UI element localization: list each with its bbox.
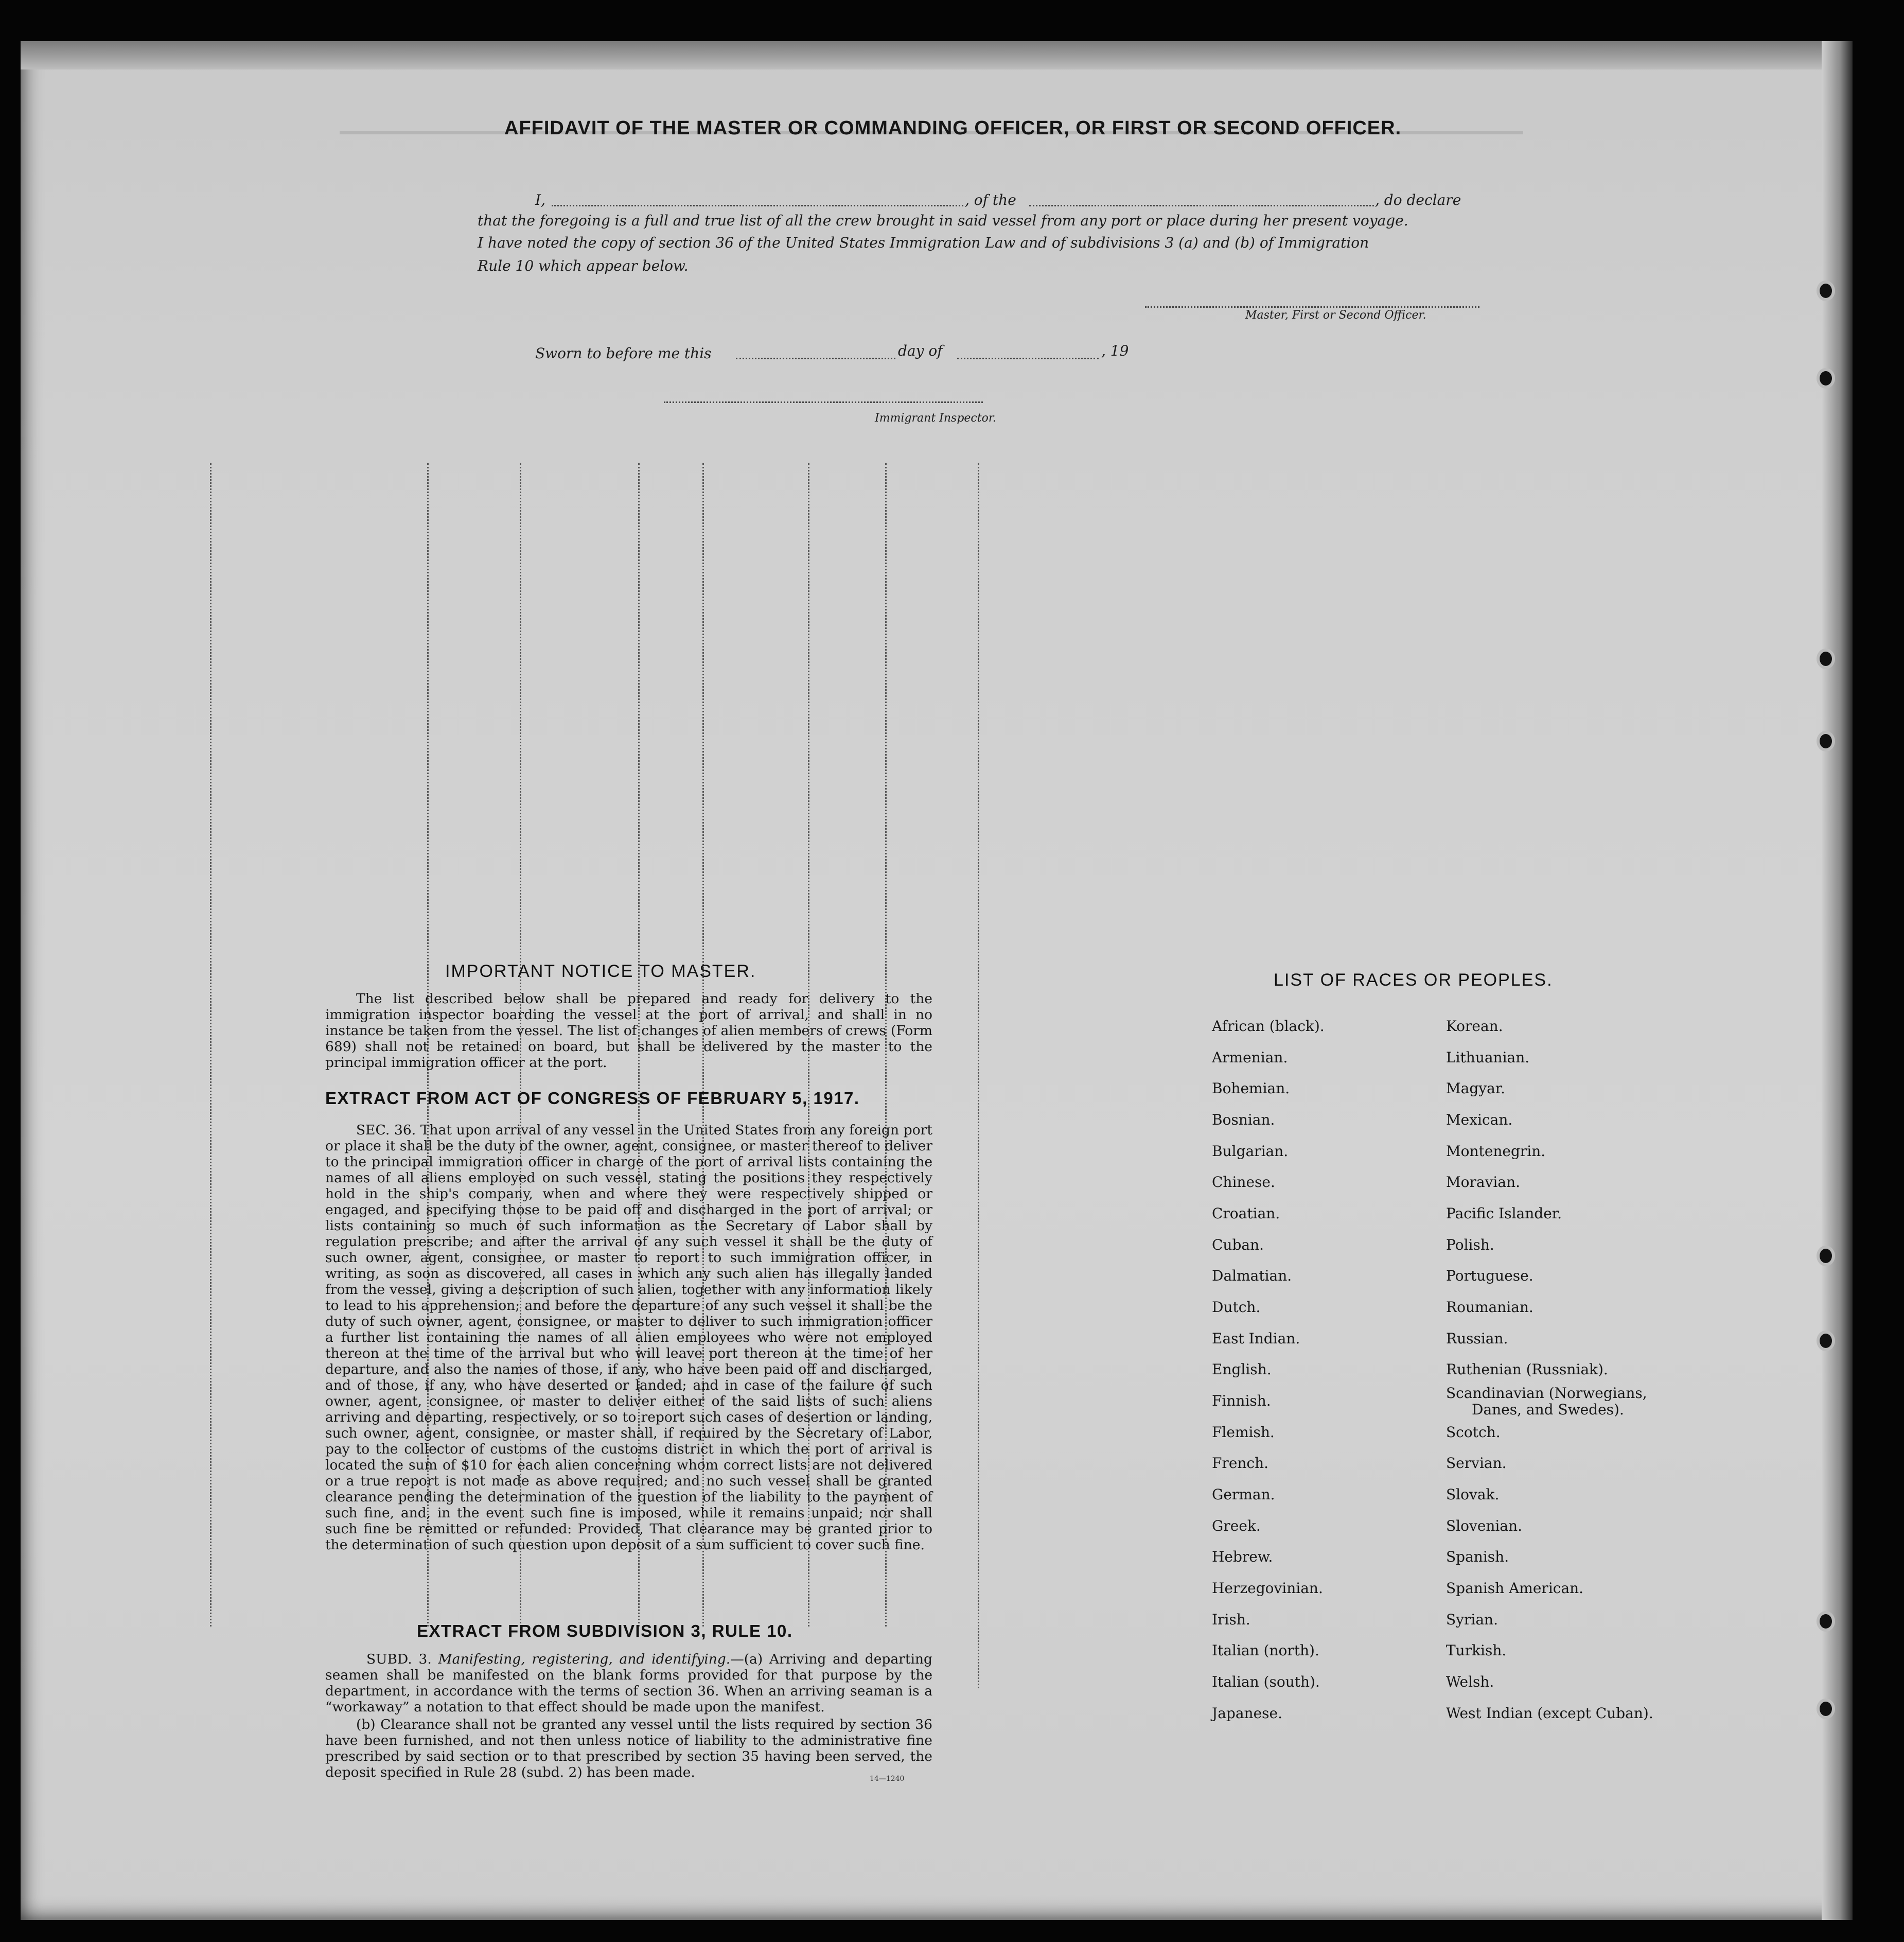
race-right-14: Scotch. [1446,1424,1501,1441]
race-right-23: West Indian (except Cuban). [1446,1705,1653,1722]
race-left-14: Flemish. [1212,1424,1275,1441]
race-right-6: Moravian. [1446,1174,1521,1191]
race-left-21: Italian (north). [1212,1642,1319,1659]
race-right-15: Servian. [1446,1455,1507,1472]
race-left-3: Bohemian. [1212,1080,1290,1097]
inspector-label: Immigrant Inspector. [875,412,996,425]
race-left-23: Japanese. [1212,1705,1282,1722]
punch-hole-icon [1817,281,1835,301]
punch-hole-icon [1817,649,1835,669]
day-of-label: day of [898,342,943,359]
race-left-22: Italian (south). [1212,1673,1320,1690]
master-signature-blank[interactable] [1145,306,1479,308]
race-left-12: English. [1212,1361,1272,1378]
extract-rule-title: EXTRACT FROM SUBDIVISION 3, RULE 10. [417,1621,793,1640]
year-label: , 19 [1101,342,1129,359]
punch-hole-icon [1817,1331,1835,1351]
race-left-19: Herzegovinian. [1212,1580,1323,1597]
race-left-17: Greek. [1212,1517,1261,1534]
race-left-13: Finnish. [1212,1392,1271,1409]
punch-hole-icon [1817,1699,1835,1719]
race-right-18: Spanish. [1446,1548,1509,1565]
subd-label: SUBD. 3. [366,1651,432,1667]
punch-hole-icon [1817,1611,1835,1632]
race-right-3: Magyar. [1446,1080,1506,1097]
race-left-1: African (black). [1212,1018,1325,1035]
race-right-1: Korean. [1446,1018,1503,1035]
race-right-10: Roumanian. [1446,1299,1533,1316]
column-line [978,463,979,1688]
race-left-20: Irish. [1212,1611,1250,1628]
affidavit-do-declare-label: , do declare [1375,191,1461,208]
race-left-8: Cuban. [1212,1236,1264,1253]
race-right-22: Welsh. [1446,1673,1494,1690]
race-left-4: Bosnian. [1212,1111,1275,1128]
vessel-name-blank[interactable] [1029,205,1374,206]
race-left-16: German. [1212,1486,1275,1503]
race-right-4: Mexican. [1446,1111,1513,1128]
race-right-17: Slovenian. [1446,1517,1522,1534]
race-right-19: Spanish American. [1446,1580,1584,1597]
affidavit-line-3: Rule 10 which appear below. [478,257,689,274]
punch-hole-icon [1817,731,1835,751]
page-top-edge [21,41,1853,69]
race-left-15: French. [1212,1455,1269,1472]
race-right-21: Turkish. [1446,1642,1507,1659]
race-left-7: Croatian. [1212,1205,1280,1222]
affidavit-line-1: that the foregoing is a full and true list of all the crew brought in said vessel from any port or place during her present voyage. [478,212,1408,229]
notice-text: The list described below shall be prepared and ready for delivery to the immigration inspector boarding the vessel at the port of arrival, and shall in no instance be taken from the vessel. The list of changes of alien members of crews (Form 689) shall not be retained on board, but shall be delivered by the master to the principal immigration officer at the port. [325,991,932,1071]
race-right-16: Slovak. [1446,1486,1500,1503]
race-left-5: Bulgarian. [1212,1143,1289,1160]
page-right-edge [1822,41,1853,1920]
punch-hole-icon [1817,368,1835,389]
rule-para-a-text: —(a) Arriving and departing seamen shall be manifested on the blank forms provided for that purpose by the department, in accordance with the terms of section 36. When an arriving seaman is a “workaway” a notation to that effect should be made upon the manifest. [325,1651,932,1715]
race-right-2: Lithuanian. [1446,1049,1530,1066]
race-right-13: Scandinavian (Norwegians, [1446,1385,1647,1402]
race-right-9: Portuguese. [1446,1267,1533,1284]
affidavit-of-the-label: , of the [965,191,1016,208]
affidavit-i-label: I, [535,191,545,208]
race-left-11: East Indian. [1212,1330,1300,1347]
inspector-signature-blank[interactable] [664,401,983,403]
race-left-2: Armenian. [1212,1049,1288,1066]
race-right-8: Polish. [1446,1236,1494,1253]
affidavit-title: AFFIDAVIT OF THE MASTER OR COMMANDING OFFICER, OR FIRST OR SECOND OFFICER. [504,117,1402,139]
race-left-18: Hebrew. [1212,1548,1273,1565]
extract-act-title: EXTRACT FROM ACT OF CONGRESS OF FEBRUARY 5, 1917. [325,1089,860,1108]
affidavit-line-2: I have noted the copy of section 36 of the United States Immigration Law and of subdivisions 3 (a) and (b) of Immigration [478,234,1369,251]
document-page [21,41,1853,1920]
race-right-7: Pacific Islander. [1446,1205,1562,1222]
race-right-5: Montenegrin. [1446,1143,1546,1160]
race-right-11: Russian. [1446,1330,1508,1347]
master-signature-label: Master, First or Second Officer. [1245,309,1426,322]
race-right-20: Syrian. [1446,1611,1498,1628]
race-left-9: Dalmatian. [1212,1267,1292,1284]
sworn-month-blank[interactable] [957,358,1099,359]
extract-act-text: SEC. 36. That upon arrival of any vessel in the United States from any foreign port or place it shall be the duty of the owner, agent, consignee, or master thereof to deliver to the principal immigration officer in charge of the port of arrival lists containing the names of all aliens employed on such vessel, stating the positions they respectively hold in the ship's company, when and where they were respectively shipped or engaged, and specifying those to be paid off and discharged in the port of arrival; or lists containing so much of such information as the Secretary of Labor shall by regulation prescribe; and after the arrival of any such vessel it shall be the duty of such owner, agent, consignee, or master to report to such immigration officer, in writing, as soon as discovered, all cases in which any such alien has illegally landed from the vessel, giving a description of such alien, together with any information likely to lead to his apprehension; and before the departure of any such vessel it shall be the duty of such owner, agent, consignee, or master to deliver to such immigration officer a further list containing the names of all alien employees who were not employed thereon at the time of the arrival but who will leave port thereon at the time of her departure, and also the names of those, if any, who have been paid off and discharged, and of those, if any, who have deserted or landed; and in case of the failure of such owner, agent, consignee, or master to deliver either of the said lists of such aliens arriving and departing, respectively, or so to report such cases of desertion or landing, such owner, agent, consignee, or master shall, if required by the Secretary of Labor, pay to the collector of customs of the customs district in which the port of arrival is located the sum of $10 for each alien concerning whom correct lists are not delivered or a true report is not made as above required; and no such vessel shall be granted clearance pending the determination of the question of the liability to the payment of such fine, and, in the event such fine is imposed, while it remains unpaid; nor shall such fine be remitted or refunded: Provided, That clearance may be granted prior to the determination of such question upon deposit of a sum sufficient to cover such fine. [325,1122,932,1553]
races-title: LIST OF RACES OR PEOPLES. [1274,970,1553,990]
rule-paragraph-b: (b) Clearance shall not be granted any vessel until the lists required by section 36 have been furnished, and not then unless notice of liability to the administrative fine prescribed by said section or to that prescribed by section 35 having been served, the deposit specified in Rule 28 (subd. 2) has been made. [325,1717,932,1780]
race-left-10: Dutch. [1212,1299,1261,1316]
subd-heading: Manifesting, registering, and identifying. [438,1651,731,1667]
rule-paragraph-a [325,1651,932,1715]
race-right-12: Ruthenian (Russniak). [1446,1361,1608,1378]
race-right-13-continuation: Danes, and Swedes). [1472,1401,1624,1418]
master-name-blank[interactable] [552,205,963,206]
notice-title: IMPORTANT NOTICE TO MASTER. [445,961,756,981]
column-line [210,463,211,1626]
punch-hole-icon [1817,1246,1835,1266]
sworn-day-blank[interactable] [736,358,895,359]
form-number: 14—1240 [870,1775,905,1783]
race-left-6: Chinese. [1212,1174,1275,1191]
sworn-label: Sworn to before me this [535,345,712,362]
